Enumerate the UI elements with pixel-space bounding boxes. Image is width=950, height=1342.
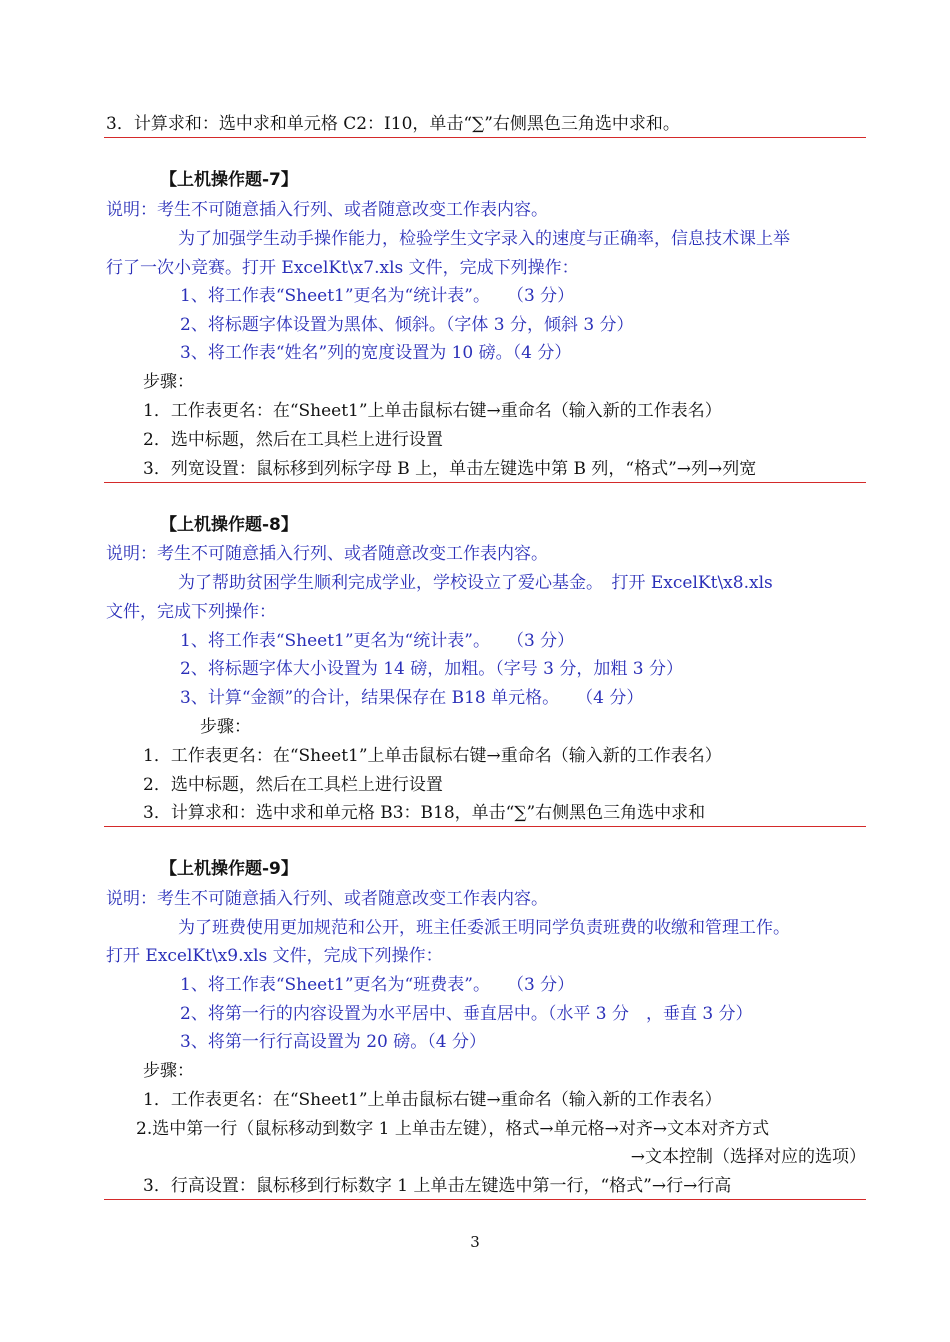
- question-9-task-1: 1、将工作表“Sheet1”更名为“班费表”。 （3 分）: [180, 975, 575, 995]
- question-7-task-1: 1、将工作表“Sheet1”更名为“统计表”。 （3 分）: [180, 286, 575, 306]
- question-9-intro-line-1: 为了班费使用更加规范和公开，班主任委派王明同学负责班费的收缴和管理工作。: [178, 918, 790, 938]
- page-number: 3: [470, 1233, 480, 1251]
- question-8-note: 说明：考生不可随意插入行列、或者随意改变工作表内容。: [106, 544, 548, 564]
- question-8-step-2: 2．选中标题，然后在工具栏上进行设置: [143, 775, 443, 795]
- question-8-steps-label: 步骤：: [200, 717, 251, 737]
- step-sum-line: 3．计算求和：选中求和单元格 C2：I10，单击“∑”右侧黑色三角选中求和。: [106, 114, 680, 134]
- section-divider: [104, 482, 866, 483]
- section-divider: [104, 1199, 866, 1200]
- question-9-step-1: 1．工作表更名：在“Sheet1”上单击鼠标右键→重命名（输入新的工作表名）: [143, 1090, 722, 1110]
- question-8-intro-line-2: 文件，完成下列操作：: [106, 602, 276, 622]
- section-divider: [104, 826, 866, 827]
- question-7-step-3: 3．列宽设置：鼠标移到列标字母 B 上，单击左键选中第 B 列，“格式”→列→列宽: [143, 459, 757, 479]
- question-7-steps-label: 步骤：: [143, 372, 194, 392]
- question-8-task-2: 2、将标题字体大小设置为 14 磅，加粗。（字号 3 分，加粗 3 分）: [180, 659, 684, 679]
- question-9-task-2: 2、将第一行的内容设置为水平居中、垂直居中。（水平 3 分 ，垂直 3 分）: [180, 1004, 753, 1024]
- question-8-title: 【上机操作题-8】: [160, 515, 298, 535]
- question-8-intro-line-1: 为了帮助贫困学生顺利完成学业，学校设立了爱心基金。 打开 ExcelKt\x8.xls: [178, 573, 773, 593]
- question-8-task-1: 1、将工作表“Sheet1”更名为“统计表”。 （3 分）: [180, 631, 575, 651]
- question-9-step-2-line-1: 2.选中第一行（鼠标移动到数字 1 上单击左键），格式→单元格→对齐→文本对齐方式: [136, 1119, 770, 1139]
- question-9-step-3: 3．行高设置：鼠标移到行标数字 1 上单击左键选中第一行，“格式”→行→行高: [143, 1176, 732, 1196]
- question-7-intro-line-1: 为了加强学生动手操作能力，检验学生文字录入的速度与正确率，信息技术课上举: [178, 229, 790, 249]
- question-8-task-3: 3、计算“金额”的合计，结果保存在 B18 单元格。 （4 分）: [180, 688, 644, 708]
- section-divider: [104, 137, 866, 138]
- question-9-title: 【上机操作题-9】: [160, 859, 298, 879]
- question-7-step-2: 2．选中标题，然后在工具栏上进行设置: [143, 430, 443, 450]
- question-8-step-3: 3．计算求和：选中求和单元格 B3：B18，单击“∑”右侧黑色三角选中求和: [143, 803, 706, 823]
- question-7-title: 【上机操作题-7】: [160, 170, 298, 190]
- question-7-task-2: 2、将标题字体设置为黑体、倾斜。（字体 3 分，倾斜 3 分）: [180, 315, 634, 335]
- question-9-task-3: 3、将第一行行高设置为 20 磅。（4 分）: [180, 1032, 486, 1052]
- question-7-task-3: 3、将工作表“姓名”列的宽度设置为 10 磅。（4 分）: [180, 343, 572, 363]
- question-7-note: 说明：考生不可随意插入行列、或者随意改变工作表内容。: [106, 200, 548, 220]
- question-8-step-1: 1．工作表更名：在“Sheet1”上单击鼠标右键→重命名（输入新的工作表名）: [143, 746, 722, 766]
- question-9-note: 说明：考生不可随意插入行列、或者随意改变工作表内容。: [106, 889, 548, 909]
- question-9-intro-line-2: 打开 ExcelKt\x9.xls 文件，完成下列操作：: [106, 946, 443, 966]
- question-9-step-2-line-2: →文本控制（选择对应的选项）: [630, 1147, 866, 1167]
- question-7-intro-line-2: 行了一次小竞赛。打开 ExcelKt\x7.xls 文件，完成下列操作：: [106, 258, 579, 278]
- question-7-step-1: 1．工作表更名：在“Sheet1”上单击鼠标右键→重命名（输入新的工作表名）: [143, 401, 722, 421]
- question-9-steps-label: 步骤：: [143, 1061, 194, 1081]
